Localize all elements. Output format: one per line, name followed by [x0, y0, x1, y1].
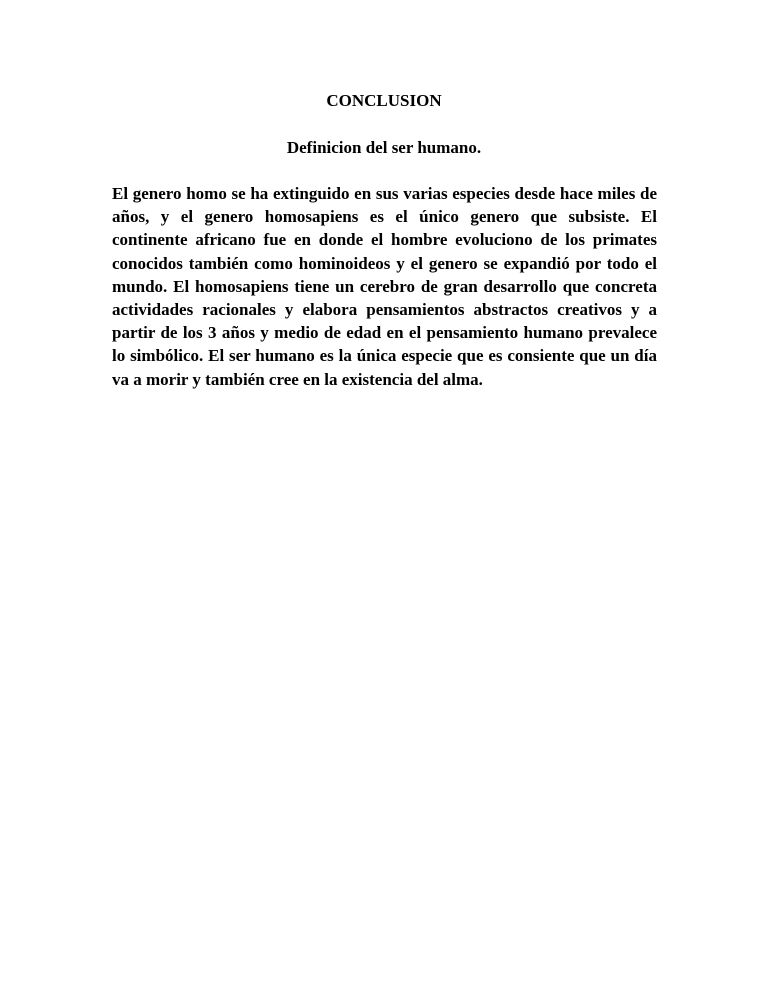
- body-paragraph: El genero homo se ha extinguido en sus varias especies desde hace miles de años, y el genero homosapiens es el único genero que subsiste. El continente africano fue en donde el hombre evoluciono de los primates conocidos también como hominoideos y el genero se expandió por todo el mundo. El homosapiens tiene un cerebro de gran desarrollo que concreta actividades racionales y elabora pensamientos abstractos creativos y a partir de los 3 años y medio de edad en el pensamiento humano prevalece lo simbólico. El ser humano es la única especie que es consiente que un día va a morir y también cree en la existencia del alma.: [112, 184, 657, 389]
- section-subtitle: Definicion del ser humano.: [286, 138, 482, 157]
- page-title: CONCLUSION: [326, 91, 442, 110]
